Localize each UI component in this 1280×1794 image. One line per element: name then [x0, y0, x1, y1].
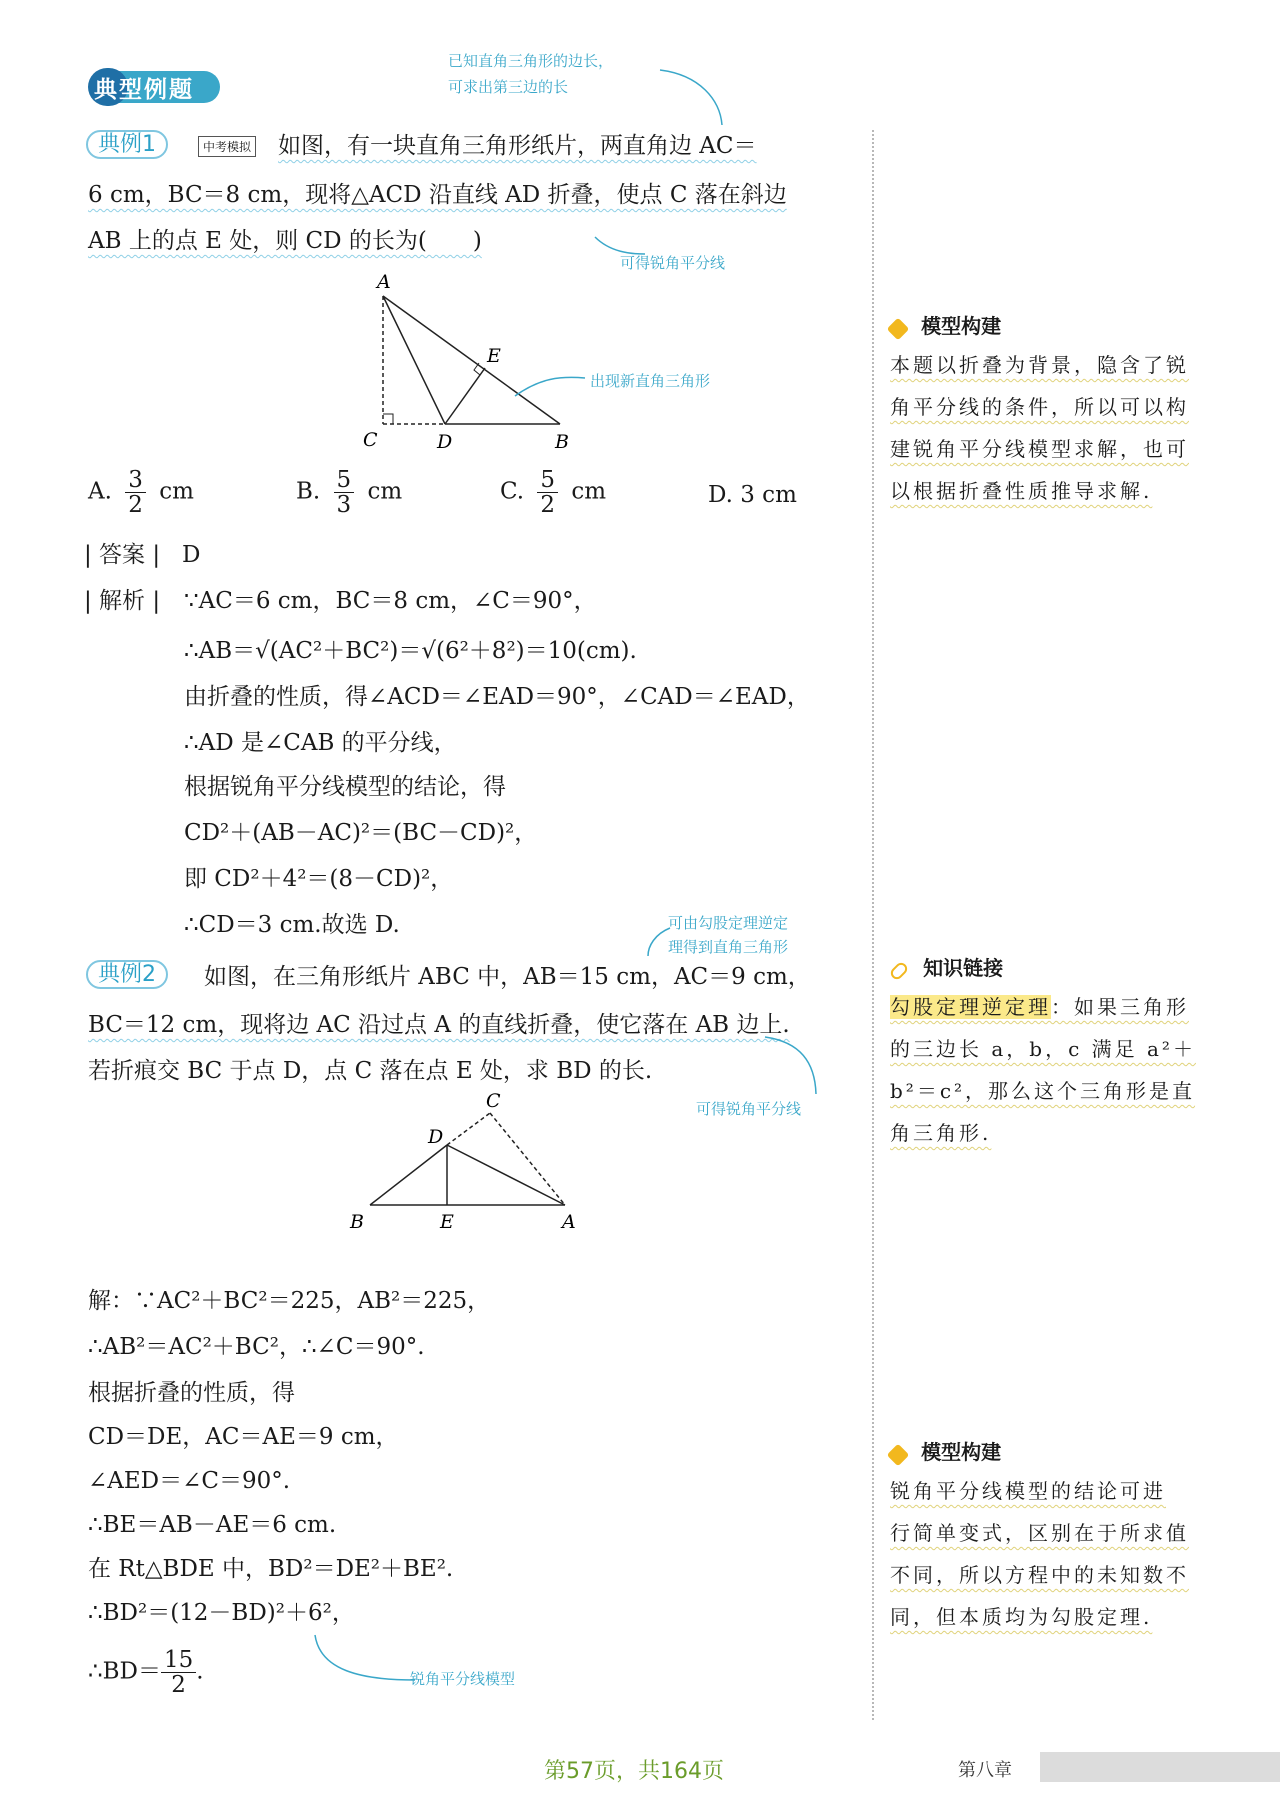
note-callout-line-4 — [640, 920, 680, 960]
sidebar-box3-line-4: 同，但本质均为勾股定理. — [890, 1605, 1153, 1629]
sidebar-box2-line-4: 角三角形. — [890, 1121, 992, 1145]
solution-line-7: 在 Rt△BDE 中，BD²＝DE²＋BE². — [88, 1556, 454, 1582]
sidebar-box2-highlight: 勾股定理逆定理 — [890, 995, 1051, 1019]
page-number: 第57页，共164页 — [544, 1759, 724, 1784]
solution-line-4: CD＝DE，AC＝AE＝9 cm， — [88, 1424, 399, 1450]
chapter-bar — [1040, 1752, 1280, 1782]
section-badge — [88, 68, 222, 106]
fig2-label-e: E — [440, 1211, 454, 1233]
analysis-label: | 解析 | — [84, 588, 161, 614]
sidebar-box1-line-3: 建锐角平分线模型求解，也可 — [890, 437, 1189, 461]
solution-line-8: ∴BD²＝(12－BD)²＋6²， — [88, 1600, 355, 1626]
sidebar-box3-line-1: 锐角平分线模型的结论可进 — [890, 1479, 1166, 1503]
analysis-line-7: 即 CD²＋4²＝(8－CD)²， — [184, 866, 454, 892]
answer-value: D — [182, 542, 201, 568]
example1-figure — [355, 270, 595, 460]
note-third-side: 可求出第三边的长 — [448, 78, 569, 96]
note-callout-line-6 — [310, 1630, 420, 1690]
note-angle-bisector-2: 可得锐角平分线 — [696, 1100, 802, 1118]
cube-icon — [887, 317, 910, 340]
fig1-label-b: B — [555, 431, 569, 453]
fig1-label-d: D — [437, 431, 453, 453]
sidebar-box2-line-3: b²＝c²，那么这个三角形是直 — [890, 1079, 1196, 1103]
option-a: A. $\frac{3}{2}$ cm — [88, 467, 194, 518]
example1-line-2: 6 cm，BC＝8 cm，现将△ACD 沿直线 AD 折叠，使点 C 落在斜边 — [88, 182, 787, 208]
column-divider — [872, 130, 874, 1720]
analysis-line-1: ∵AC＝6 cm，BC＝8 cm，∠C＝90°， — [184, 588, 597, 614]
fig1-label-e: E — [487, 345, 501, 367]
fig1-label-a: A — [377, 271, 391, 293]
fig2-label-b: B — [350, 1211, 364, 1233]
note-callout-line-2 — [590, 232, 650, 262]
note-converse-1: 可由勾股定理逆定 — [668, 914, 789, 932]
solution-line-6: ∴BE＝AB－AE＝6 cm. — [88, 1512, 337, 1538]
solution-line-9: ∴BD＝ $\frac{15}{2}$ . — [88, 1647, 204, 1698]
example2-tag: 典例2 — [86, 960, 168, 990]
fig1-edge-ad — [383, 296, 445, 424]
example2-line-2: BC＝12 cm，现将边 AC 沿过点 A 的直线折叠，使它落在 AB 边上. — [88, 1012, 790, 1038]
solution-line-5: ∠AED＝∠C＝90°. — [88, 1468, 291, 1494]
note-callout-line-3 — [510, 368, 590, 398]
section-badge-text: 典型例题 — [94, 77, 194, 103]
sidebar-box2-header: 知识链接 — [890, 952, 1003, 981]
sidebar-box3-line-3: 不同，所以方程中的未知数不 — [890, 1563, 1189, 1587]
cube-icon — [887, 1443, 910, 1466]
note-converse-2: 理得到直角三角形 — [668, 938, 789, 956]
analysis-line-8: ∴CD＝3 cm.故选 D. — [184, 912, 400, 938]
option-d: D. 3 cm — [708, 482, 797, 508]
sidebar-box1-line-1: 本题以折叠为背景，隐含了锐 — [890, 353, 1189, 377]
note-callout-line-5 — [760, 1032, 830, 1102]
fig2-label-d: D — [428, 1126, 444, 1148]
example2-line-1: 如图，在三角形纸片 ABC 中，AB＝15 cm，AC＝9 cm， — [204, 964, 811, 990]
answer-label: | 答案 | — [84, 542, 161, 568]
fig2-label-a: A — [562, 1211, 576, 1233]
note-angle-bisector-1: 可得锐角平分线 — [620, 254, 726, 272]
example1-tag: 典例1 — [86, 130, 168, 160]
sidebar-box3-header: 模型构建 — [890, 1436, 1001, 1465]
link-icon — [888, 960, 909, 981]
analysis-line-5: 根据锐角平分线模型的结论，得 — [184, 774, 506, 800]
fig1-edge-ab — [383, 296, 560, 424]
solution-line-3: 根据折叠的性质，得 — [88, 1380, 295, 1406]
analysis-line-3: 由折叠的性质，得∠ACD＝∠EAD＝90°，∠CAD＝∠EAD， — [184, 684, 810, 710]
option-c: C. $\frac{5}{2}$ cm — [500, 467, 607, 518]
solution-line-1: 解：∵AC²＋BC²＝225，AB²＝225， — [88, 1288, 491, 1314]
sidebar-box3-line-2: 行简单变式，区别在于所求值 — [890, 1521, 1189, 1545]
solution-line-2: ∴AB²＝AC²＋BC²，∴∠C＝90°. — [88, 1334, 425, 1360]
chapter-label: 第八章 — [958, 1760, 1012, 1781]
analysis-line-4: ∴AD 是∠CAB 的平分线， — [184, 730, 457, 756]
fig2-label-c: C — [486, 1090, 501, 1112]
fig2-edge-dc — [447, 1113, 490, 1145]
example1-line-1: 如图，有一块直角三角形纸片，两直角边 AC＝ — [278, 133, 757, 159]
analysis-line-6: CD²＋(AB－AC)²＝(BC－CD)²， — [184, 820, 538, 846]
note-new-right-triangle: 出现新直角三角形 — [590, 372, 711, 390]
analysis-line-2: ∴AB＝√(AC²＋BC²)＝√(6²＋8²)＝10(cm). — [184, 638, 637, 664]
fig2-edge-bd — [370, 1145, 447, 1205]
note-callout-line-1 — [610, 60, 730, 130]
sidebar-box1-line-2: 角平分线的条件，所以可以构 — [890, 395, 1189, 419]
fig2-edge-ca — [490, 1113, 565, 1205]
sidebar-box1-line-4: 以根据折叠性质推导求解. — [890, 479, 1153, 503]
note-known-sides: 已知直角三角形的边长， — [448, 52, 614, 70]
example1-source-badge: 中考模拟 — [198, 136, 256, 157]
fig1-edge-de — [445, 368, 485, 424]
sidebar-box1-header: 模型构建 — [890, 310, 1001, 339]
sidebar-box2-line-2: 的三边长 a，b，c 满足 a²＋ — [890, 1037, 1196, 1061]
option-b: B. $\frac{5}{3}$ cm — [296, 467, 403, 518]
note-model: 锐角平分线模型 — [410, 1670, 516, 1688]
example2-figure — [340, 1085, 600, 1235]
sidebar-box2-line-1: 勾股定理逆定理：如果三角形 — [890, 995, 1189, 1019]
fig2-edge-da — [447, 1145, 565, 1205]
fig1-label-c: C — [363, 429, 378, 451]
example2-line-3: 若折痕交 BC 于点 D，点 C 落在点 E 处，求 BD 的长. — [88, 1058, 653, 1084]
example1-line-3: AB 上的点 E 处，则 CD 的长为( ) — [88, 228, 482, 254]
